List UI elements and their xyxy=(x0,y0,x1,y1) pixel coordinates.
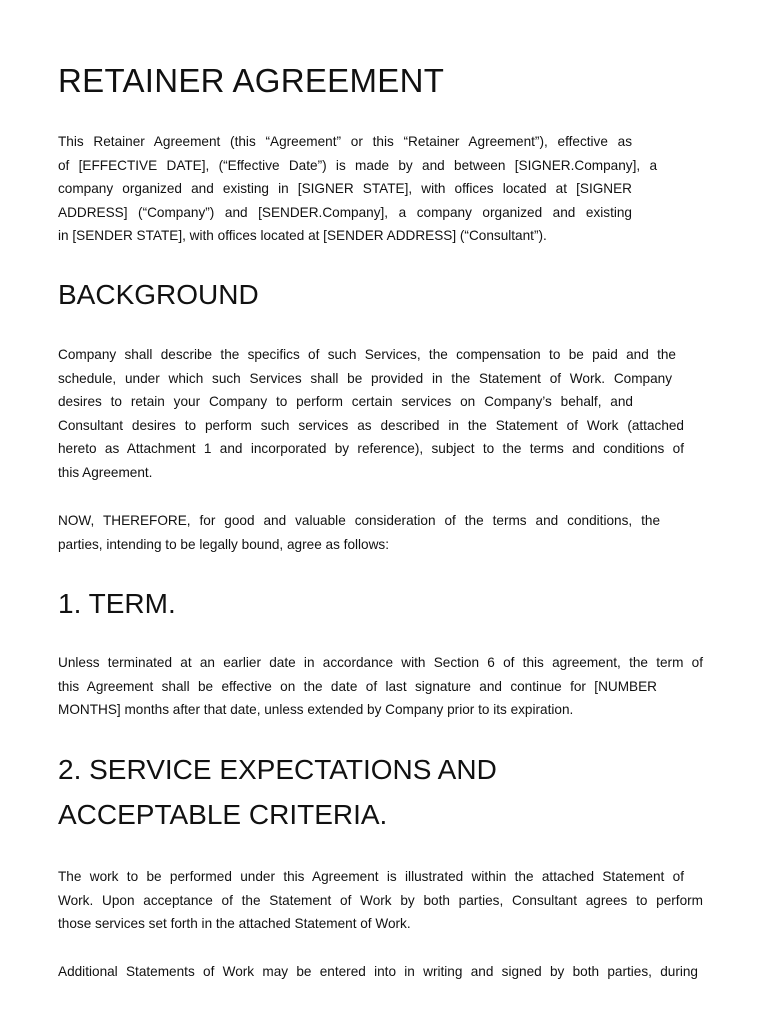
intro-line: in [SENDER STATE], with offices located at [SENDER ADDRESS] (“Consultant”). xyxy=(58,228,547,244)
term-line: Unless terminated at an earlier date in accordance with Section 6 of this agreement, the term of xyxy=(58,655,703,670)
term-line: MONTHS] months after that date, unless extended by Company prior to its expiration. xyxy=(58,702,574,718)
service-heading-line: ACCEPTABLE CRITERIA. xyxy=(58,799,388,830)
background-line: Consultant desires to perform such services as described in the Statement of Work (attached xyxy=(58,417,684,433)
intro-line: company organized and existing in [SIGNER STATE], with offices located at [SIGNER xyxy=(58,181,632,197)
service-line: The work to be performed under this Agreement is illustrated within the attached Statement of xyxy=(58,869,684,884)
term-line: this Agreement shall be effective on the date of last signature and continue for [NUMBER xyxy=(58,678,657,694)
service-heading-line: 2. SERVICE EXPECTATIONS AND xyxy=(58,754,497,785)
now-therefore-line: NOW, THEREFORE, for good and valuable consideration of the terms and conditions, the xyxy=(58,513,660,528)
now-therefore-line: parties, intending to be legally bound, agree as follows: xyxy=(58,536,389,552)
background-line: this Agreement. xyxy=(58,464,153,480)
now-therefore-paragraph xyxy=(58,509,660,556)
intro-line: ADDRESS] (“Company”) and [SENDER.Company], a company organized and existing xyxy=(58,204,632,220)
intro-line: of [EFFECTIVE DATE], (“Effective Date”) is made by and between [SIGNER.Company], a xyxy=(58,157,657,173)
background-paragraph xyxy=(58,343,684,485)
background-line: schedule, under which such Services shall be provided in the Statement of Work. Company xyxy=(58,370,672,386)
service-paragraph xyxy=(58,865,703,936)
intro-paragraph xyxy=(58,130,657,248)
section-heading-background: BACKGROUND xyxy=(58,279,259,310)
service-line: those services set forth in the attached Statement of Work. xyxy=(58,916,411,932)
term-paragraph xyxy=(58,651,703,722)
background-line: desires to retain your Company to perform certain services on Company’s behalf, and xyxy=(58,394,633,410)
section-heading-term: 1. TERM. xyxy=(58,588,176,619)
background-line: hereto as Attachment 1 and incorporated by reference), subject to the terms and conditions of xyxy=(58,441,684,457)
section-heading-service xyxy=(58,747,497,837)
document-title: RETAINER AGREEMENT xyxy=(58,62,445,99)
additional-sow-paragraph xyxy=(58,960,698,984)
service-line: Work. Upon acceptance of the Statement of Work by both parties, Consultant agrees to perform xyxy=(58,892,703,908)
background-line: Company shall describe the specifics of such Services, the compensation to be paid and the xyxy=(58,347,676,362)
additional-sow-line: Additional Statements of Work may be entered into in writing and signed by both parties, during xyxy=(58,964,698,979)
intro-line: This Retainer Agreement (this “Agreement” or this “Retainer Agreement”), effective as xyxy=(58,134,632,149)
